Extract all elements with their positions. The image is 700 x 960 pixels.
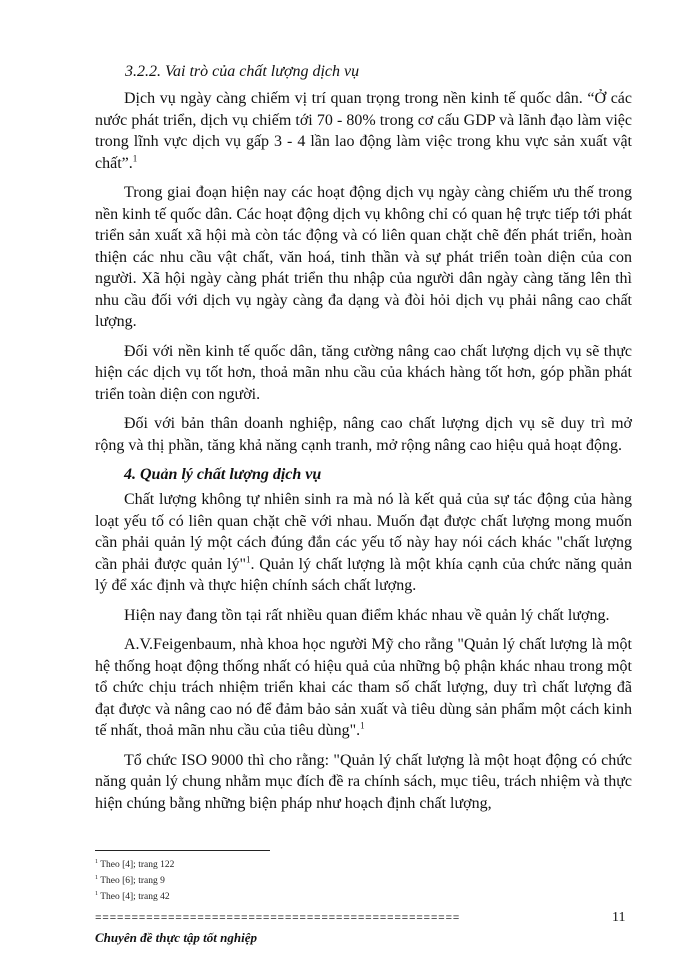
page-body: [95, 62, 632, 822]
subsection-title: 3.2.2. Vai trò của chất lượng dịch vụ: [125, 63, 360, 80]
paragraph: Trong giai đoạn hiện nay các hoạt động dịch vụ ngày càng chiếm ưu thế trong nền kinh tế quốc dân. Các hoạt động dịch vụ không chỉ có quan hệ trực tiếp tới phát triển sản xuất xã hội mà còn tác động và có liên quan chặt chẽ đến phát triển, hoàn thiện các nhu cầu vật chất, văn hoá, tinh thần và sự phát triển toàn diện của con người. Xã hội ngày càng phát triển thu nhập của người dân ngày càng tăng lên thì nhu cầu đối với dịch vụ ngày càng đa dạng và đòi hỏi dịch vụ phải nâng cao chất lượng.: [95, 184, 632, 330]
paragraph: Dịch vụ ngày càng chiếm vị trí quan trọng trong nền kinh tế quốc dân. “Ở các nước phát triển, dịch vụ chiếm tới 70 - 80% trong cơ cấu GDP và lãnh đạo làm việc trong lĩnh vực dịch vụ gấp 3 - 4 lần lao động làm việc trong khu vực sản xuất vật chất”.$^1$: [95, 90, 632, 172]
footnote: $^1$ Theo [6]; trang 9: [95, 875, 165, 887]
footer-title: Chuyên đề thực tập tốt nghiệp: [95, 930, 257, 945]
page-number: 11: [612, 910, 626, 925]
section-heading: 4. Quản lý chất lượng dịch vụ: [124, 466, 322, 483]
paragraph: Chất lượng không tự nhiên sinh ra mà nó là kết quả của sự tác động của hàng loạt yếu tố có liên quan chặt chẽ với nhau. Muốn đạt được chất lượng mong muốn cần phải quản lý một cách đúng đắn các yếu tố này hay nói cách khác "chất lượng cần phải được quản lý"$^1$. Quản lý chất lượng là một khía cạnh của chức năng quản lý để xác định và thực hiện chính sách chất lượng.: [95, 491, 633, 594]
paragraph: Đối với bản thân doanh nghiệp, nâng cao chất lượng dịch vụ sẽ duy trì mở rộng và thị phần, tăng khả năng cạnh tranh, mở rộng nâng cao hiệu quả hoạt động.: [95, 415, 632, 454]
footnote-ref: 1: [245, 554, 251, 565]
paragraph: A.V.Feigenbaum, nhà khoa học người Mỹ cho rằng "Quản lý chất lượng là một hệ thống hoạt động thống nhất có hiệu quả của những bộ phận khác nhau trong một tổ chức chịu trách nhiệm triển khai các tham số chất lượng, duy trì chất lượng đã đạt được và nâng cao nó để đảm bảo sản xuất và tiêu dùng sản phẩm một cách kinh tế nhất, thoả mãn nhu cầu của tiêu dùng".$^1$: [95, 636, 632, 739]
paragraph: Hiện nay đang tồn tại rất nhiều quan điểm khác nhau về quản lý chất lượng.: [124, 606, 610, 624]
footnote: $^1$ Theo [4]; trang 42: [95, 891, 170, 903]
footnote-ref: 1: [132, 153, 138, 164]
paragraph: Đối với nền kinh tế quốc dân, tăng cường nâng cao chất lượng dịch vụ sẽ thực hiện các dịch vụ tốt hơn, thoả mãn nhu cầu của khách hàng tốt hơn, góp phần phát triển toàn diện con người.: [95, 342, 632, 403]
footnote: $^1$ Theo [4]; trang 122: [95, 859, 175, 871]
paragraph: Tổ chức ISO 9000 thì cho rằng: "Quản lý chất lượng là một hoạt động có chức năng quản lý chung nhằm mục đích đề ra chính sách, mục tiêu, trách nhiệm và thực hiện chúng bằng những biện pháp như hoạch định chất lượng,: [95, 751, 632, 812]
footer-separator: ==================================================: [95, 913, 461, 925]
footnote-ref: 1: [360, 720, 365, 731]
footnote-divider: [95, 850, 270, 851]
footnotes: [95, 856, 395, 904]
